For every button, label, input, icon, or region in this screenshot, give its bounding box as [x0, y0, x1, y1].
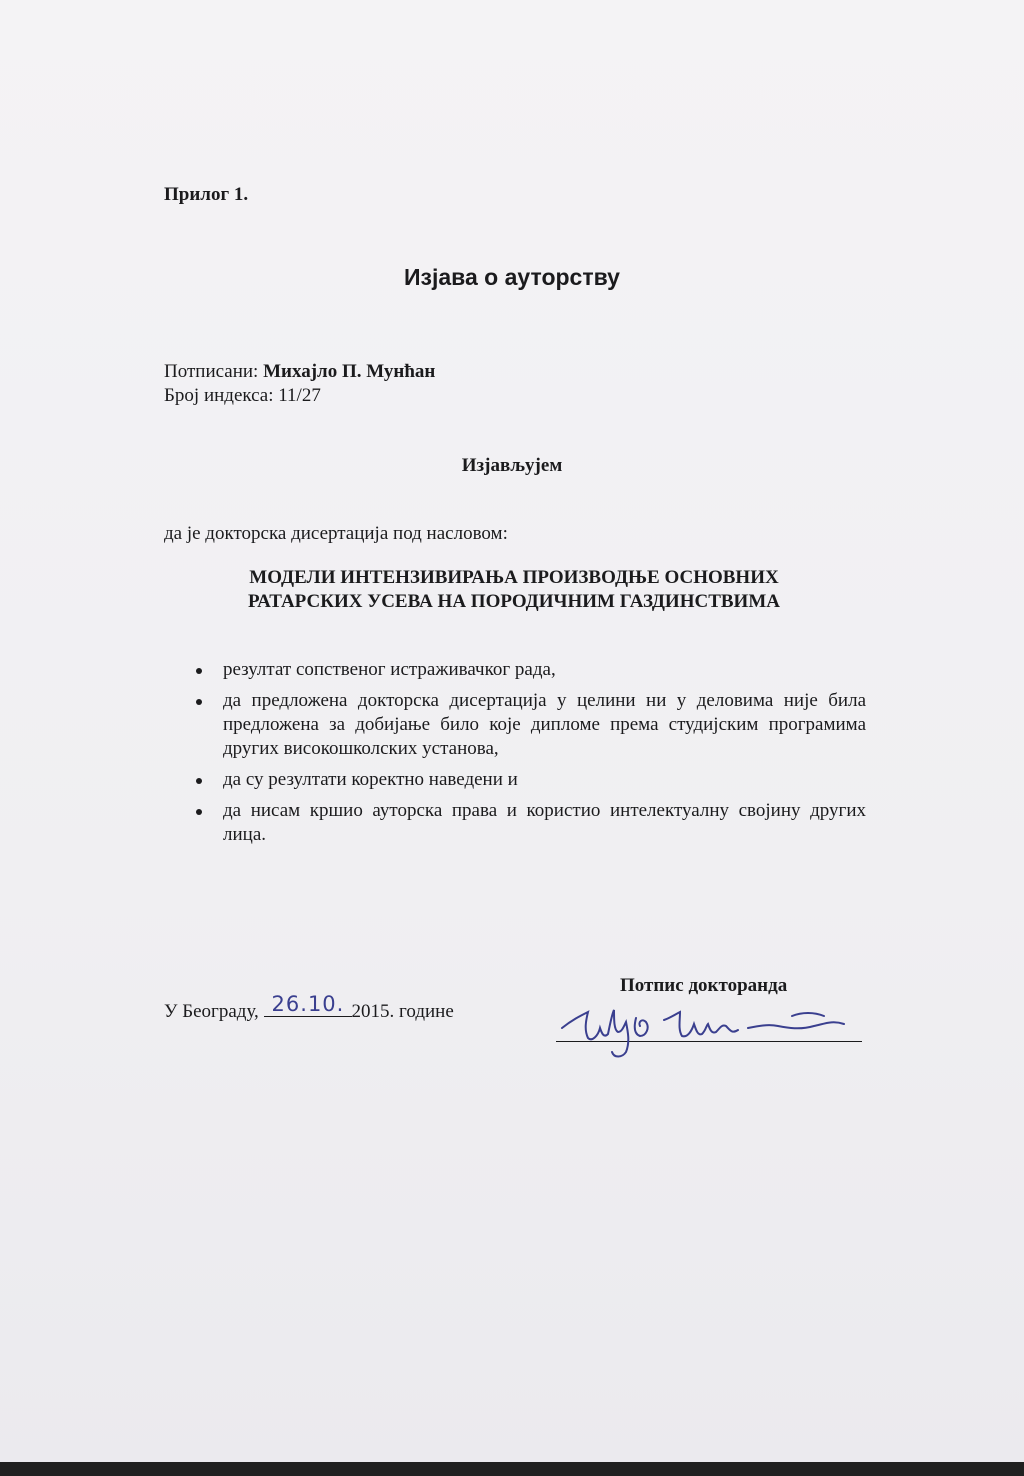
document-title: Изјава о ауторству — [404, 264, 620, 290]
bullet-icon — [196, 809, 202, 815]
signee-line — [164, 361, 435, 383]
date-field — [264, 992, 352, 1017]
scan-bottom-edge — [0, 1462, 1024, 1476]
list-item — [190, 768, 866, 792]
list-item — [190, 658, 866, 682]
thesis-title-line-2: РАТАРСКИХ УСЕВА НА ПОРОДИЧНИМ ГАЗДИНСТВИМА — [248, 591, 780, 612]
declaration-list — [190, 658, 866, 854]
year-suffix: 2015. године — [351, 1001, 454, 1022]
attachment-label: Прилог 1. — [164, 184, 249, 205]
index-line — [164, 385, 321, 407]
signee-name: Михајло П. Мунћан — [263, 361, 436, 382]
list-item — [190, 689, 866, 761]
handwritten-date: 26.10. — [271, 992, 345, 1016]
place-date-line — [164, 992, 454, 1023]
list-item-text: да су резултати коректно наведени и — [223, 769, 518, 790]
list-item-text: да предложена докторска дисертација у целини ни у деловима није била предложена за добијање било које дипломе према студијским програмима других високошколских установа, — [223, 690, 866, 759]
intro-line: да је докторска дисертација под насловом: — [164, 523, 508, 544]
index-label: Број индекса: — [164, 385, 274, 406]
bullet-icon — [196, 778, 202, 784]
handwritten-signature — [552, 998, 872, 1062]
list-item — [190, 799, 866, 847]
list-item-text: резултат сопственог истраживачког рада, — [223, 659, 556, 680]
thesis-title — [164, 566, 864, 614]
signature-label: Потпис докторанда — [620, 975, 788, 996]
bullet-icon — [196, 668, 202, 674]
signee-label: Потписани: — [164, 361, 259, 382]
thesis-title-line-1: МОДЕЛИ ИНТЕНЗИВИРАЊА ПРОИЗВОДЊЕ ОСНОВНИХ — [249, 567, 779, 588]
declare-heading: Изјављујем — [461, 455, 563, 476]
place-prefix: У Београду, — [164, 1001, 259, 1022]
bullet-icon — [196, 699, 202, 705]
list-item-text: да нисам кршио ауторска права и користио интелектуалну својину других лица. — [223, 800, 866, 845]
index-number: 11/27 — [278, 385, 321, 406]
